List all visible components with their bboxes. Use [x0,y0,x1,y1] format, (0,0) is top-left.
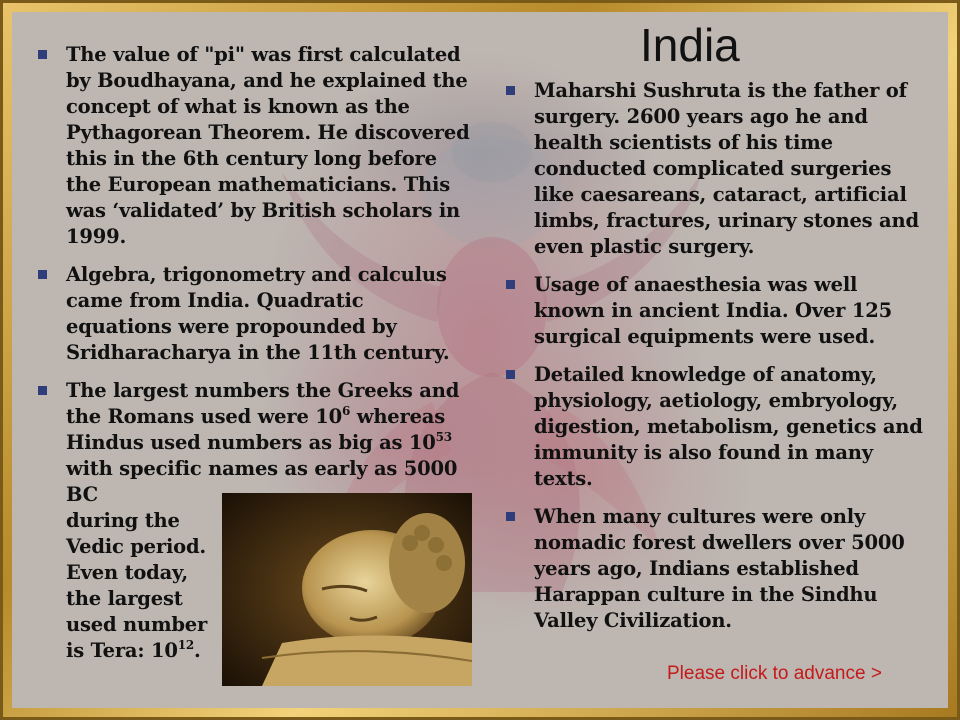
square-bullet-icon [506,370,515,379]
square-bullet-icon [506,86,515,95]
slide-title: India [640,19,740,71]
bullet-anaesthesia [502,272,932,350]
square-bullet-icon [506,512,515,521]
bullet-text-line: used number [66,613,208,636]
square-bullet-icon [38,50,47,59]
reclining-buddha-image [222,493,472,686]
bullet-text: When many cultures were only nomadic forest dwellers over 5000 years ago, Indians established Harappan culture in the Sindhu Valley Civilization. [534,505,905,632]
bullet-text-line: Vedic period. [66,535,207,558]
exponent: 12 [177,637,194,652]
bullet-pi [34,42,474,250]
exponent: 53 [435,429,452,444]
bullet-text-line [66,638,226,664]
bullet-text-tera: is Tera: 10 [66,639,178,662]
bullet-text-part2: whereas Hindus used numbers as big as 10 [66,405,446,454]
bullet-text-line: Even today, [66,561,188,584]
bullet-text-part3: with specific names as early as 5000 BC [66,457,458,506]
bullet-anatomy [502,362,932,492]
square-bullet-icon [38,386,47,395]
bullet-text: Usage of anaesthesia was well known in ancient India. Over 125 surgical equipments were used. [534,273,892,348]
right-column [502,78,932,646]
bullet-text: The value of "pi" was first calculated by Boudhayana, and he explained the concept of what is known as the Pythagorean Theorem. He discovered this in the 6th century long before the European mathematicians. This was ‘validated’ by British scholars in 1999. [66,43,470,248]
exponent: 6 [342,403,351,418]
square-bullet-icon [38,270,47,279]
bullet-text-part1: The largest numbers the Greeks and the Romans used were 10 [66,379,460,428]
square-bullet-icon [506,280,515,289]
bullet-sushruta [502,78,932,260]
bullet-text-line: the largest [66,587,183,610]
period: . [194,639,201,662]
bullet-text: Detailed knowledge of anatomy, physiology, aetiology, embryology, digestion, metabolism, genetics and immunity is also found in many texts. [534,363,923,490]
slide [12,12,948,708]
bullet-algebra [34,262,474,366]
advance-link[interactable]: Please click to advance > [667,663,882,684]
bullet-harappan [502,504,932,634]
bullet-text: Algebra, trigonometry and calculus came from India. Quadratic equations were propounded by Sridharacharya in the 11th century. [66,263,450,364]
bullet-text: Maharshi Sushruta is the father of surgery. 2600 years ago he and health scientists of his time conducted complicated surgeries like caesareans, cataract, artificial limbs, fractures, urinary stones and even plastic surgery. [534,79,919,258]
bullet-text-line: during the [66,509,180,532]
